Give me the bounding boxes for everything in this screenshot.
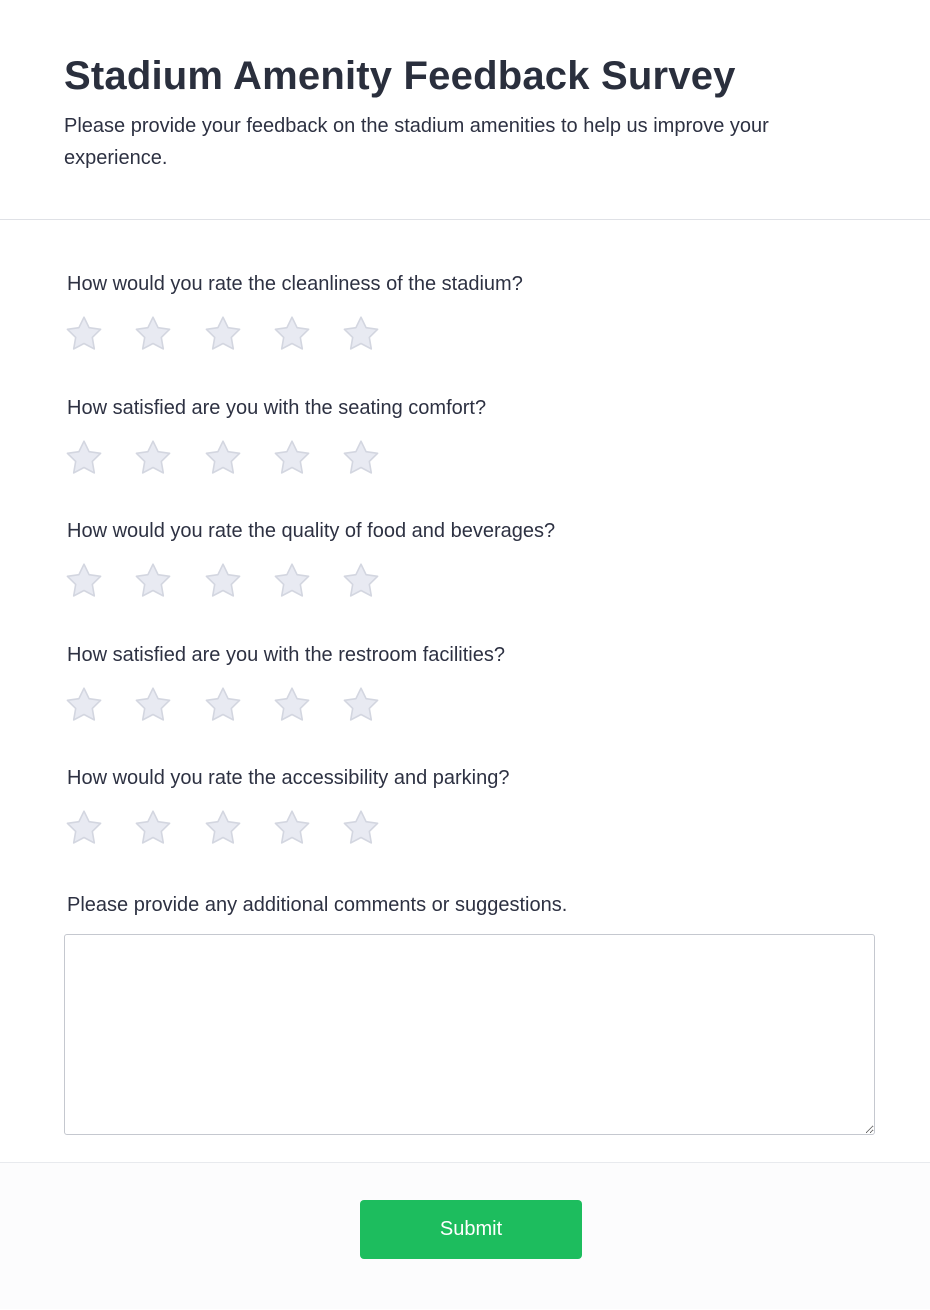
star-icon[interactable]	[341, 314, 381, 354]
star-rating	[64, 314, 866, 354]
star-icon[interactable]	[133, 438, 173, 478]
star-rating	[64, 561, 866, 601]
page-subtitle: Please provide your feedback on the stadium amenities to help us improve your experience.	[64, 115, 769, 169]
star-icon[interactable]	[203, 314, 243, 354]
star-rating	[64, 808, 866, 848]
star-icon[interactable]	[203, 808, 243, 848]
star-icon[interactable]	[272, 438, 312, 478]
star-icon[interactable]	[341, 808, 381, 848]
survey-body	[0, 220, 930, 1163]
star-icon[interactable]	[133, 314, 173, 354]
star-icon[interactable]	[272, 808, 312, 848]
rating-question	[64, 517, 866, 641]
rating-question	[64, 764, 866, 888]
comments-label: Please provide any additional comments or suggestions.	[67, 893, 568, 916]
star-icon[interactable]	[341, 685, 381, 725]
question-label: How satisfied are you with the seating comfort?	[67, 396, 487, 419]
star-icon[interactable]	[64, 808, 104, 848]
survey-footer	[0, 1163, 930, 1309]
question-label: How would you rate the accessibility and parking?	[67, 767, 510, 789]
star-rating	[64, 685, 866, 725]
star-icon[interactable]	[133, 808, 173, 848]
rating-question	[64, 270, 866, 394]
star-icon[interactable]	[203, 685, 243, 725]
star-icon[interactable]	[341, 561, 381, 601]
star-icon[interactable]	[272, 685, 312, 725]
comment-section	[64, 888, 866, 1135]
star-icon[interactable]	[203, 561, 243, 601]
star-icon[interactable]	[64, 561, 104, 601]
star-icon[interactable]	[341, 438, 381, 478]
star-icon[interactable]	[272, 561, 312, 601]
star-icon[interactable]	[133, 685, 173, 725]
question-label: How satisfied are you with the restroom facilities?	[67, 643, 505, 666]
star-icon[interactable]	[64, 685, 104, 725]
rating-question	[64, 641, 866, 765]
star-icon[interactable]	[133, 561, 173, 601]
question-label: How would you rate the quality of food and beverages?	[67, 520, 556, 542]
question-list	[64, 270, 866, 888]
question-label: How would you rate the cleanliness of the stadium?	[67, 273, 523, 295]
rating-question	[64, 394, 866, 518]
comments-textarea[interactable]	[64, 934, 875, 1135]
star-icon[interactable]	[64, 314, 104, 354]
star-icon[interactable]	[272, 314, 312, 354]
star-icon[interactable]	[203, 438, 243, 478]
submit-button[interactable]: Submit	[360, 1200, 582, 1259]
star-rating	[64, 438, 866, 478]
star-icon[interactable]	[64, 438, 104, 478]
page-title: Stadium Amenity Feedback Survey	[64, 54, 736, 98]
survey-header	[0, 0, 930, 220]
